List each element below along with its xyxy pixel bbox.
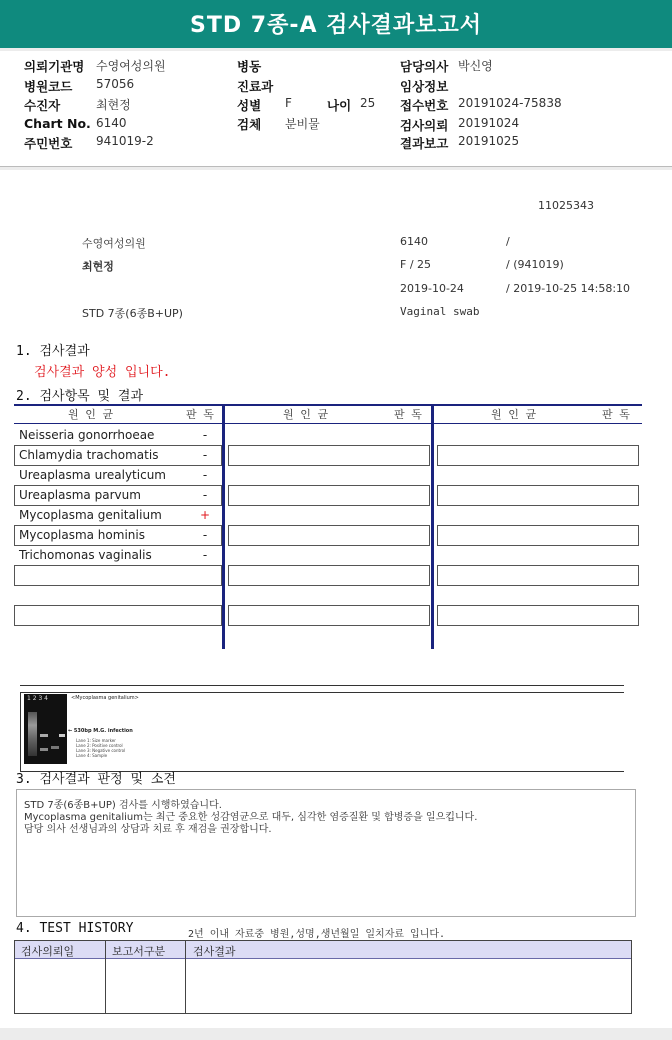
patient-dob: / (941019) xyxy=(506,258,564,271)
gel-image xyxy=(24,694,67,764)
section-2-title: 2. 검사항목 및 결과 xyxy=(16,389,144,404)
gel-band xyxy=(40,748,48,751)
gel-top-line xyxy=(20,685,624,686)
age-value: 25 xyxy=(360,96,376,110)
patient-specimen: Vaginal swab xyxy=(400,305,480,318)
receiver-label: 수진자 xyxy=(24,98,61,113)
result-value-3: - xyxy=(202,488,208,502)
report-label: 결과보고 xyxy=(400,136,449,151)
id-value: 941019-2 xyxy=(96,134,154,148)
result-value-5: - xyxy=(202,528,208,542)
result-row-5: Mycoplasma hominis xyxy=(19,528,145,542)
report-value: 20191025 xyxy=(458,134,520,148)
col3-judgement-header: 판 독 xyxy=(602,408,630,421)
history-col-date: 검사의뢰일 xyxy=(21,945,75,958)
result-row-0: Neisseria gonorrhoeae xyxy=(19,428,155,442)
patient-date: 2019-10-24 xyxy=(400,282,464,295)
history-note: 2년 이내 자료중 병원,성명,생년월일 일치자료 입니다. xyxy=(188,929,446,940)
request-label: 검사의뢰 xyxy=(400,118,449,133)
result-row-1: Chlamydia trachomatis xyxy=(19,448,159,462)
col1-organism-header: 원 인 균 xyxy=(68,408,114,421)
chart-value: 6140 xyxy=(96,116,127,130)
sex-label: 성별 xyxy=(237,98,262,113)
request-value: 20191024 xyxy=(458,116,520,130)
gel-band-label: ← 530bp M.G. infection xyxy=(68,728,133,734)
id-label: 주민번호 xyxy=(24,136,73,151)
comment-line-3: 담당 의사 선생님과의 상담과 치료 후 재검을 권장합니다. xyxy=(24,824,272,835)
code-label: 병원코드 xyxy=(24,79,73,94)
sex-value: F xyxy=(285,96,292,110)
patient-slash: / xyxy=(506,235,510,248)
gel-legend-4: Lane 4: Sample xyxy=(76,753,108,758)
gel-band xyxy=(51,746,59,749)
patient-datetime: / 2019-10-25 14:58:10 xyxy=(506,282,631,295)
history-divider xyxy=(185,941,186,1013)
gel-legend-1: Lane 1: Size marker xyxy=(76,738,116,743)
result-box-empty-1 xyxy=(14,565,222,586)
age-label: 나이 xyxy=(327,98,352,113)
table-divider-1 xyxy=(222,404,225,649)
result-summary: 검사결과 양성 입니다. xyxy=(34,365,171,380)
specimen-value: 분비물 xyxy=(285,117,320,131)
gel-marker-lane xyxy=(28,712,37,756)
table-header-line xyxy=(14,423,642,424)
col3-box xyxy=(437,445,639,466)
doctor-label: 담당의사 xyxy=(400,59,449,74)
col2-organism-header: 원 인 균 xyxy=(283,408,329,421)
chart-label: Chart No. xyxy=(24,116,91,131)
result-value-4: + xyxy=(199,508,211,522)
report-number: 11025343 xyxy=(538,199,594,212)
history-col-result: 검사결과 xyxy=(193,945,236,958)
result-row-2: Ureaplasma urealyticum xyxy=(19,468,166,482)
patient-name: 최현정 xyxy=(82,260,114,273)
comment-line-1: STD 7종(6종B+UP) 검사를 시행하였습니다. xyxy=(24,800,222,811)
dept-label: 진료과 xyxy=(237,79,274,94)
history-table xyxy=(14,940,632,1014)
history-divider xyxy=(105,941,106,1013)
col2-box xyxy=(228,605,430,626)
col2-judgement-header: 판 독 xyxy=(394,408,422,421)
receipt-value: 20191024-75838 xyxy=(458,96,562,110)
clinical-label: 임상정보 xyxy=(400,79,449,94)
patient-clinic: 수영여성의원 xyxy=(82,237,146,250)
title-bar xyxy=(0,0,672,48)
table-divider-2 xyxy=(431,404,434,649)
gel-title: <Mycoplasma genitalium> xyxy=(71,695,139,701)
section-1-title: 1. 검사결과 xyxy=(16,344,90,359)
result-row-3: Ureaplasma parvum xyxy=(19,488,141,502)
doctor-value: 박신영 xyxy=(458,59,493,73)
col2-box xyxy=(228,525,430,546)
result-row-6: Trichomonas vaginalis xyxy=(19,548,152,562)
section-3-title: 3. 검사결과 판정 및 소견 xyxy=(16,772,176,787)
patient-chart: 6140 xyxy=(400,235,428,248)
patient-sex-age: F / 25 xyxy=(400,258,432,271)
receiver-value: 최현정 xyxy=(96,98,131,112)
header-info xyxy=(0,51,672,167)
report-body xyxy=(0,170,672,1028)
section-4-title: 4. TEST HISTORY xyxy=(16,921,134,936)
code-value: 57056 xyxy=(96,77,135,91)
result-value-2: - xyxy=(202,468,208,482)
result-value-0: - xyxy=(202,428,208,442)
history-header-row xyxy=(15,941,631,959)
institution-value: 수영여성의원 xyxy=(96,59,166,73)
col3-box xyxy=(437,565,639,586)
result-box-empty-2 xyxy=(14,605,222,626)
result-value-1: - xyxy=(202,448,208,462)
col2-box xyxy=(228,565,430,586)
gel-legend-2: Lane 2: Positive control xyxy=(76,743,123,748)
report-title: STD 7종-A 검사결과보고서 xyxy=(190,13,482,38)
institution-label: 의뢰기관명 xyxy=(24,59,85,74)
gel-band xyxy=(59,734,65,737)
result-row-4: Mycoplasma genitalium xyxy=(19,508,162,522)
col3-organism-header: 원 인 균 xyxy=(491,408,537,421)
ward-label: 병동 xyxy=(237,59,262,74)
patient-test: STD 7종(6종B+UP) xyxy=(82,307,183,320)
col3-box xyxy=(437,485,639,506)
comment-line-2: Mycoplasma genitalium는 최근 중요한 성감염균으로 대두, 심각한 염증질환 및 합병증을 일으킵니다. xyxy=(24,812,478,823)
col2-box xyxy=(228,445,430,466)
gel-band xyxy=(40,734,48,737)
gel-lane-numbers: 1 2 3 4 xyxy=(27,695,48,702)
col1-judgement-header: 판 독 xyxy=(186,408,214,421)
gel-legend-3: Lane 3: Negative control xyxy=(76,748,126,753)
col3-box xyxy=(437,605,639,626)
col2-box xyxy=(228,485,430,506)
history-col-type: 보고서구분 xyxy=(112,945,166,958)
col3-box xyxy=(437,525,639,546)
receipt-label: 접수번호 xyxy=(400,98,449,113)
specimen-label: 검체 xyxy=(237,117,262,132)
result-value-6: - xyxy=(202,548,208,562)
